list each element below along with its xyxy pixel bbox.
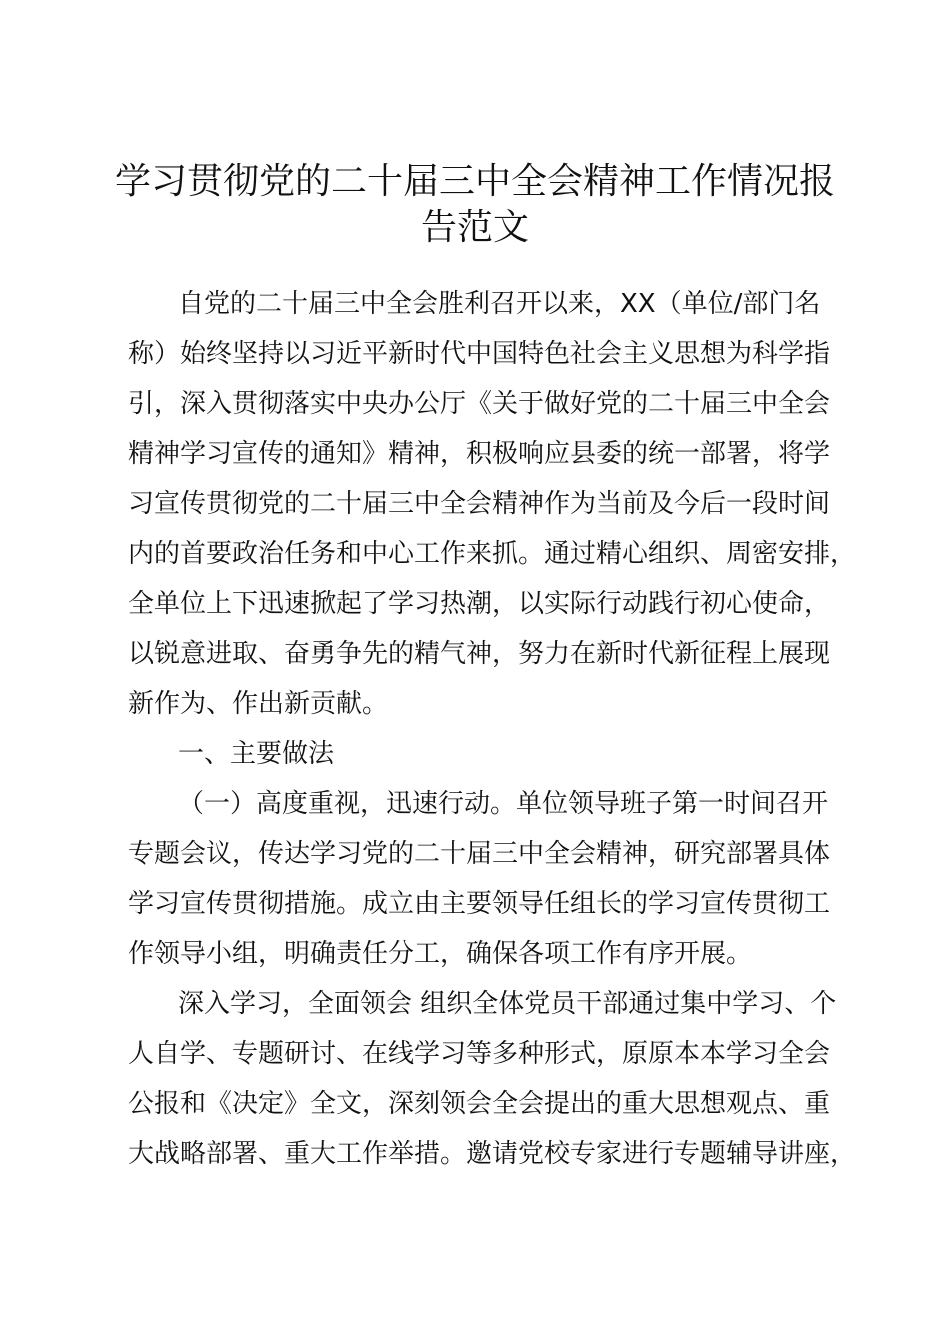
paragraph-line: 大战略部署、重大工作举措。邀请党校专家进行专题辅导讲座， [128, 1139, 857, 1169]
paragraph-line: 深入学习，全面领会 组织全体党员干部通过集中学习、个 [178, 989, 837, 1019]
paragraph-line: （一）高度重视，迅速行动。单位领导班子第一时间召开 [178, 789, 829, 819]
section-heading: 一、主要做法 [178, 739, 335, 769]
paragraph-line: 引，深入贯彻落实中央办公厅《关于做好党的二十届三中全会 [128, 389, 831, 419]
document-title-line-1: 学习贯彻党的二十届三中全会精神工作情况报 [114, 161, 835, 202]
paragraph-line: 称）始终坚持以习近平新时代中国特色社会主义思想为科学指 [128, 339, 831, 369]
paragraph-line: 习宣传贯彻党的二十届三中全会精神作为当前及今后一段时间 [128, 489, 831, 519]
paragraph-line: 公报和《决定》全文，深刻领会全会提出的重大思想观点、重 [128, 1089, 831, 1119]
paragraph-line: 人自学、专题研讨、在线学习等多种形式，原原本本学习全会 [128, 1039, 831, 1069]
paragraph-line: 专题会议，传达学习党的二十届三中全会精神，研究部署具体 [128, 839, 831, 869]
paragraph-line: 精神学习宣传的通知》精神，积极响应县委的统一部署，将学 [128, 439, 831, 469]
paragraph-line: 全单位上下迅速掀起了学习热潮，以实际行动践行初心使命， [128, 589, 831, 619]
paragraph-line: 作领导小组，明确责任分工，确保各项工作有序开展。 [128, 939, 753, 969]
paragraph-line: 新作为、作出新贡献。 [128, 689, 389, 719]
document-title-line-2: 告范文 [420, 207, 529, 248]
paragraph-line: 学习宣传贯彻措施。成立由主要领导任组长的学习宣传贯彻工 [128, 889, 831, 919]
paragraph-line: 内的首要政治任务和中心工作来抓。通过精心组织、周密安排， [128, 539, 857, 569]
paragraph-line: 自党的二十届三中全会胜利召开以来，XX（单位/部门名 [178, 289, 821, 319]
paragraph-line: 以锐意进取、奋勇争先的精气神，努力在新时代新征程上展现 [128, 639, 831, 669]
